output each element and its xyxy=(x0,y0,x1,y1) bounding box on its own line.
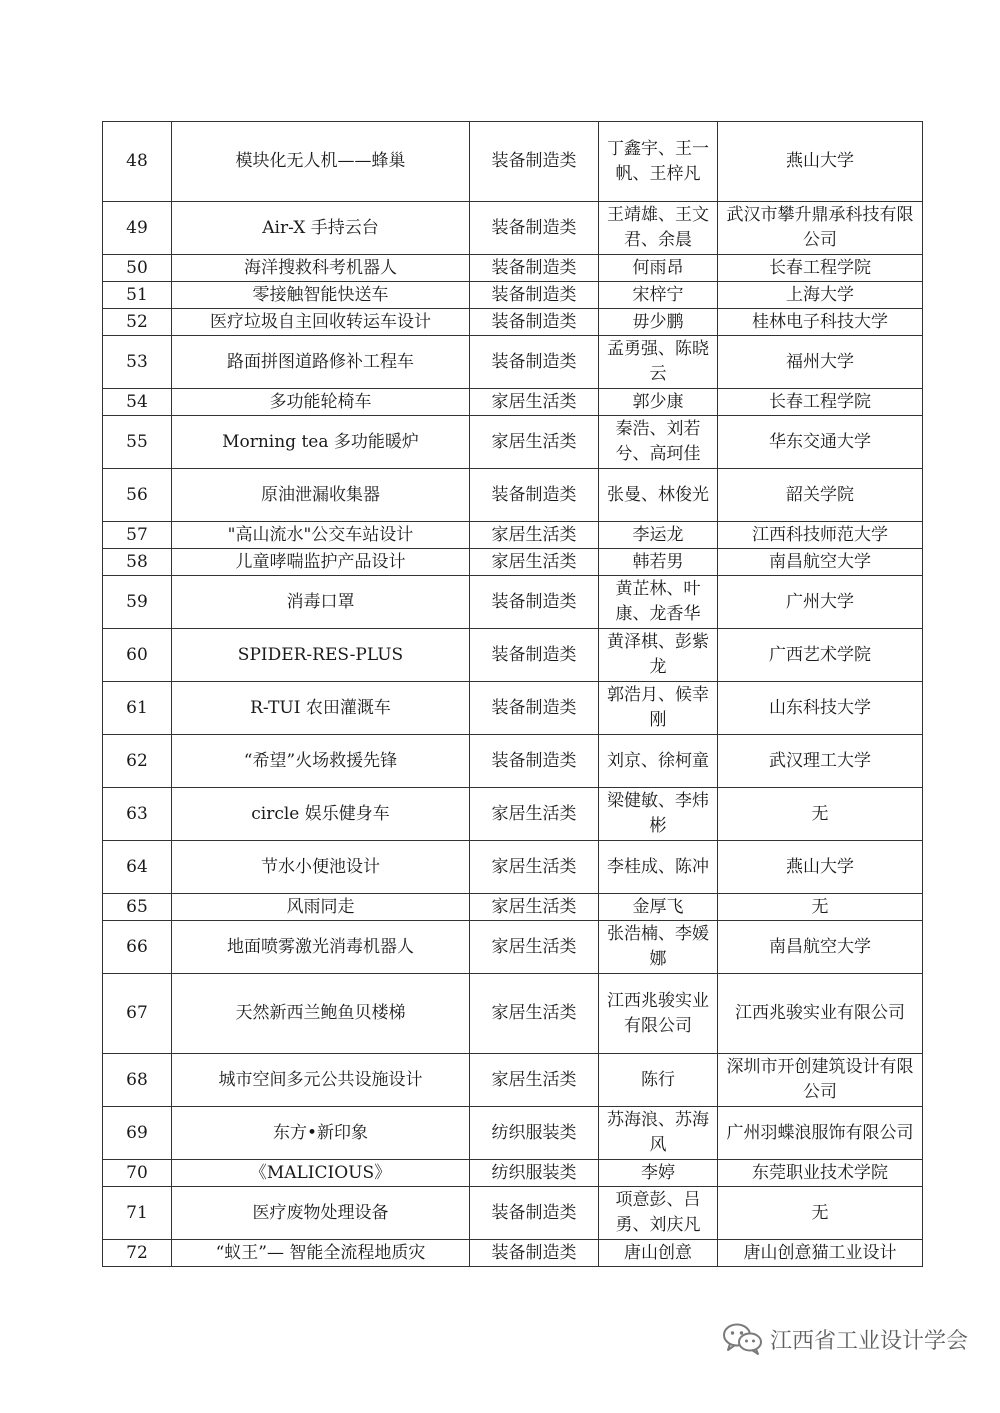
project-name-cell: Morning tea 多功能暖炉 xyxy=(172,416,470,469)
results-table xyxy=(102,121,923,1267)
authors-cell: 毋少鹏 xyxy=(599,309,718,336)
table-row xyxy=(103,1054,923,1107)
category-cell: 装备制造类 xyxy=(470,336,599,389)
table-row xyxy=(103,788,923,841)
organization-cell: 韶关学院 xyxy=(718,469,923,522)
project-name-cell: 消毒口罩 xyxy=(172,576,470,629)
authors-cell: 金厚飞 xyxy=(599,894,718,921)
organization-cell: 武汉市攀升鼎承科技有限公司 xyxy=(718,202,923,255)
authors-cell: 李运龙 xyxy=(599,522,718,549)
project-name-cell: 风雨同走 xyxy=(172,894,470,921)
organization-cell: 东莞职业技术学院 xyxy=(718,1160,923,1187)
table-row xyxy=(103,894,923,921)
category-cell: 家居生活类 xyxy=(470,1054,599,1107)
row-number-cell: 59 xyxy=(103,576,172,629)
authors-cell: 李桂成、陈冲 xyxy=(599,841,718,894)
project-name-cell: “蚁王”— 智能全流程地质灾 xyxy=(172,1240,470,1267)
row-number-cell: 58 xyxy=(103,549,172,576)
row-number-cell: 49 xyxy=(103,202,172,255)
table-row xyxy=(103,629,923,682)
category-cell: 家居生活类 xyxy=(470,389,599,416)
watermark xyxy=(722,1322,968,1356)
row-number-cell: 61 xyxy=(103,682,172,735)
organization-cell: 南昌航空大学 xyxy=(718,549,923,576)
category-cell: 装备制造类 xyxy=(470,122,599,202)
project-name-cell: 路面拼图道路修补工程车 xyxy=(172,336,470,389)
project-name-cell: Air-X 手持云台 xyxy=(172,202,470,255)
organization-cell: 江西科技师范大学 xyxy=(718,522,923,549)
authors-cell: 丁鑫宇、王一帆、王梓凡 xyxy=(599,122,718,202)
project-name-cell: 海洋搜救科考机器人 xyxy=(172,255,470,282)
project-name-cell: 地面喷雾激光消毒机器人 xyxy=(172,921,470,974)
category-cell: 纺织服装类 xyxy=(470,1107,599,1160)
organization-cell: 唐山创意猫工业设计 xyxy=(718,1240,923,1267)
organization-cell: 无 xyxy=(718,788,923,841)
category-cell: 家居生活类 xyxy=(470,788,599,841)
project-name-cell: 东方•新印象 xyxy=(172,1107,470,1160)
table-row xyxy=(103,469,923,522)
authors-cell: 陈行 xyxy=(599,1054,718,1107)
organization-cell: 燕山大学 xyxy=(718,122,923,202)
row-number-cell: 50 xyxy=(103,255,172,282)
table-row xyxy=(103,1160,923,1187)
category-cell: 装备制造类 xyxy=(470,576,599,629)
authors-cell: 张浩楠、李媛娜 xyxy=(599,921,718,974)
authors-cell: 王靖雄、王文君、余晨 xyxy=(599,202,718,255)
organization-cell: 桂林电子科技大学 xyxy=(718,309,923,336)
row-number-cell: 68 xyxy=(103,1054,172,1107)
row-number-cell: 71 xyxy=(103,1187,172,1240)
row-number-cell: 60 xyxy=(103,629,172,682)
category-cell: 装备制造类 xyxy=(470,1187,599,1240)
category-cell: 纺织服装类 xyxy=(470,1160,599,1187)
category-cell: 装备制造类 xyxy=(470,282,599,309)
row-number-cell: 56 xyxy=(103,469,172,522)
organization-cell: 山东科技大学 xyxy=(718,682,923,735)
category-cell: 家居生活类 xyxy=(470,974,599,1054)
table-row xyxy=(103,309,923,336)
authors-cell: 苏海浪、苏海风 xyxy=(599,1107,718,1160)
row-number-cell: 48 xyxy=(103,122,172,202)
category-cell: 装备制造类 xyxy=(470,202,599,255)
authors-cell: 李婷 xyxy=(599,1160,718,1187)
table-row xyxy=(103,974,923,1054)
organization-cell: 广州羽蝶浪服饰有限公司 xyxy=(718,1107,923,1160)
organization-cell: 深圳市开创建筑设计有限公司 xyxy=(718,1054,923,1107)
table-row xyxy=(103,416,923,469)
table-row xyxy=(103,255,923,282)
row-number-cell: 66 xyxy=(103,921,172,974)
project-name-cell: 医疗垃圾自主回收转运车设计 xyxy=(172,309,470,336)
row-number-cell: 67 xyxy=(103,974,172,1054)
row-number-cell: 51 xyxy=(103,282,172,309)
table-body xyxy=(103,122,923,1267)
row-number-cell: 52 xyxy=(103,309,172,336)
project-name-cell: 《MALICIOUS》 xyxy=(172,1160,470,1187)
table-row xyxy=(103,336,923,389)
authors-cell: 黄泽棋、彭紫龙 xyxy=(599,629,718,682)
row-number-cell: 62 xyxy=(103,735,172,788)
organization-cell: 长春工程学院 xyxy=(718,389,923,416)
project-name-cell: 儿童哮喘监护产品设计 xyxy=(172,549,470,576)
project-name-cell: 零接触智能快送车 xyxy=(172,282,470,309)
organization-cell: 广州大学 xyxy=(718,576,923,629)
project-name-cell: 模块化无人机——蜂巢 xyxy=(172,122,470,202)
row-number-cell: 72 xyxy=(103,1240,172,1267)
table-row xyxy=(103,1187,923,1240)
watermark-text: 江西省工业设计学会 xyxy=(769,1328,968,1354)
organization-cell: 福州大学 xyxy=(718,336,923,389)
category-cell: 家居生活类 xyxy=(470,841,599,894)
table-row xyxy=(103,202,923,255)
row-number-cell: 64 xyxy=(103,841,172,894)
organization-cell: 燕山大学 xyxy=(718,841,923,894)
authors-cell: 孟勇强、陈晓云 xyxy=(599,336,718,389)
row-number-cell: 55 xyxy=(103,416,172,469)
authors-cell: 秦浩、刘若兮、高珂佳 xyxy=(599,416,718,469)
project-name-cell: "高山流水"公交车站设计 xyxy=(172,522,470,549)
organization-cell: 江西兆骏实业有限公司 xyxy=(718,974,923,1054)
authors-cell: 郭浩月、候幸刚 xyxy=(599,682,718,735)
category-cell: 装备制造类 xyxy=(470,682,599,735)
category-cell: 家居生活类 xyxy=(470,894,599,921)
category-cell: 家居生活类 xyxy=(470,549,599,576)
authors-cell: 宋梓宁 xyxy=(599,282,718,309)
row-number-cell: 70 xyxy=(103,1160,172,1187)
category-cell: 装备制造类 xyxy=(470,1240,599,1267)
authors-cell: 项意彭、吕勇、刘庆凡 xyxy=(599,1187,718,1240)
authors-cell: 郭少康 xyxy=(599,389,718,416)
category-cell: 装备制造类 xyxy=(470,735,599,788)
organization-cell: 上海大学 xyxy=(718,282,923,309)
organization-cell: 广西艺术学院 xyxy=(718,629,923,682)
row-number-cell: 54 xyxy=(103,389,172,416)
authors-cell: 韩若男 xyxy=(599,549,718,576)
category-cell: 家居生活类 xyxy=(470,921,599,974)
authors-cell: 黄芷林、叶康、龙香华 xyxy=(599,576,718,629)
project-name-cell: R-TUI 农田灌溉车 xyxy=(172,682,470,735)
authors-cell: 梁健敏、李炜彬 xyxy=(599,788,718,841)
authors-cell: 唐山创意 xyxy=(599,1240,718,1267)
table-row xyxy=(103,841,923,894)
authors-cell: 江西兆骏实业有限公司 xyxy=(599,974,718,1054)
authors-cell: 何雨昂 xyxy=(599,255,718,282)
project-name-cell: 节水小便池设计 xyxy=(172,841,470,894)
organization-cell: 无 xyxy=(718,894,923,921)
organization-cell: 长春工程学院 xyxy=(718,255,923,282)
project-name-cell: 医疗废物处理设备 xyxy=(172,1187,470,1240)
organization-cell: 南昌航空大学 xyxy=(718,921,923,974)
organization-cell: 华东交通大学 xyxy=(718,416,923,469)
table-row xyxy=(103,1107,923,1160)
project-name-cell: 天然新西兰鲍鱼贝楼梯 xyxy=(172,974,470,1054)
table-row xyxy=(103,282,923,309)
table-row xyxy=(103,122,923,202)
organization-cell: 武汉理工大学 xyxy=(718,735,923,788)
row-number-cell: 57 xyxy=(103,522,172,549)
authors-cell: 刘京、徐柯童 xyxy=(599,735,718,788)
category-cell: 装备制造类 xyxy=(470,309,599,336)
table-row xyxy=(103,522,923,549)
project-name-cell: 原油泄漏收集器 xyxy=(172,469,470,522)
table-row xyxy=(103,549,923,576)
row-number-cell: 53 xyxy=(103,336,172,389)
project-name-cell: “希望”火场救援先锋 xyxy=(172,735,470,788)
table-row xyxy=(103,682,923,735)
row-number-cell: 63 xyxy=(103,788,172,841)
category-cell: 装备制造类 xyxy=(470,469,599,522)
organization-cell: 无 xyxy=(718,1187,923,1240)
authors-cell: 张曼、林俊光 xyxy=(599,469,718,522)
table-row xyxy=(103,735,923,788)
project-name-cell: 城市空间多元公共设施设计 xyxy=(172,1054,470,1107)
row-number-cell: 65 xyxy=(103,894,172,921)
wechat-icon xyxy=(722,1322,764,1356)
table-row xyxy=(103,576,923,629)
category-cell: 家居生活类 xyxy=(470,416,599,469)
category-cell: 装备制造类 xyxy=(470,629,599,682)
project-name-cell: circle 娱乐健身车 xyxy=(172,788,470,841)
table-row xyxy=(103,389,923,416)
project-name-cell: SPIDER-RES-PLUS xyxy=(172,629,470,682)
row-number-cell: 69 xyxy=(103,1107,172,1160)
project-name-cell: 多功能轮椅车 xyxy=(172,389,470,416)
category-cell: 装备制造类 xyxy=(470,255,599,282)
category-cell: 家居生活类 xyxy=(470,522,599,549)
table-row xyxy=(103,1240,923,1267)
table-row xyxy=(103,921,923,974)
